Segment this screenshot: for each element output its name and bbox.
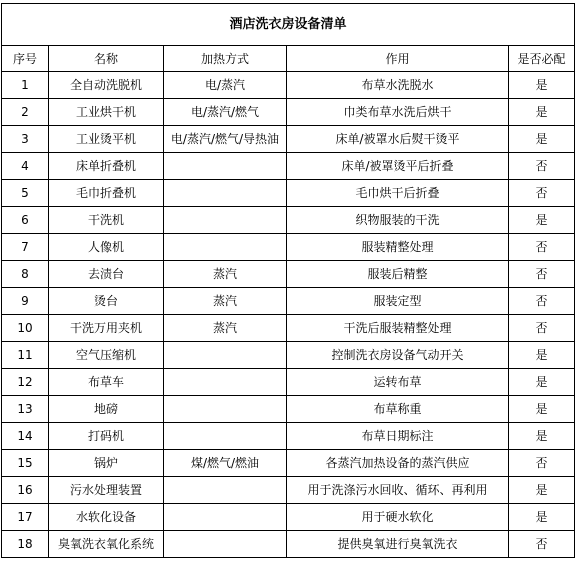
cell-required: 是: [509, 207, 575, 234]
table-row: [2, 126, 575, 153]
cell-no: 13: [2, 396, 49, 423]
cell-name: 地磅: [49, 396, 164, 423]
cell-no: 18: [2, 531, 49, 558]
cell-heating: 电/蒸汽/燃气: [164, 99, 287, 126]
cell-required: 是: [509, 99, 575, 126]
cell-purpose: 床单/被罩烫平后折叠: [287, 153, 509, 180]
header-heating: 加热方式: [164, 46, 287, 72]
table-row: [2, 423, 575, 450]
cell-name: 床单折叠机: [49, 153, 164, 180]
cell-name: 打码机: [49, 423, 164, 450]
cell-heating: [164, 396, 287, 423]
table-row: [2, 207, 575, 234]
table-row: [2, 342, 575, 369]
cell-required: 否: [509, 180, 575, 207]
cell-required: 是: [509, 477, 575, 504]
header-purpose: 作用: [287, 46, 509, 72]
cell-required: 是: [509, 126, 575, 153]
cell-required: 否: [509, 531, 575, 558]
cell-no: 17: [2, 504, 49, 531]
cell-name: 污水处理装置: [49, 477, 164, 504]
cell-heating: [164, 342, 287, 369]
cell-no: 5: [2, 180, 49, 207]
cell-heating: [164, 180, 287, 207]
cell-no: 9: [2, 288, 49, 315]
cell-purpose: 控制洗衣房设备气动开关: [287, 342, 509, 369]
header-name: 名称: [49, 46, 164, 72]
cell-purpose: 各蒸汽加热设备的蒸汽供应: [287, 450, 509, 477]
cell-required: 否: [509, 315, 575, 342]
cell-purpose: 干洗后服装精整处理: [287, 315, 509, 342]
cell-no: 8: [2, 261, 49, 288]
cell-required: 否: [509, 450, 575, 477]
cell-no: 2: [2, 99, 49, 126]
cell-required: 否: [509, 288, 575, 315]
cell-no: 16: [2, 477, 49, 504]
cell-no: 15: [2, 450, 49, 477]
cell-required: 是: [509, 504, 575, 531]
cell-name: 布草车: [49, 369, 164, 396]
table-row: [2, 180, 575, 207]
cell-name: 工业烫平机: [49, 126, 164, 153]
cell-purpose: 服装精整处理: [287, 234, 509, 261]
table-row: [2, 153, 575, 180]
table-row: [2, 261, 575, 288]
cell-required: 是: [509, 396, 575, 423]
cell-name: 人像机: [49, 234, 164, 261]
cell-purpose: 用于硬水软化: [287, 504, 509, 531]
table-row: [2, 396, 575, 423]
table-row: [2, 234, 575, 261]
cell-no: 7: [2, 234, 49, 261]
page-title: 酒店洗衣房设备清单: [2, 4, 575, 46]
cell-heating: [164, 423, 287, 450]
table-row: [2, 72, 575, 99]
cell-purpose: 布草日期标注: [287, 423, 509, 450]
cell-required: 否: [509, 261, 575, 288]
cell-name: 去渍台: [49, 261, 164, 288]
cell-name: 水软化设备: [49, 504, 164, 531]
cell-purpose: 布草水洗脱水: [287, 72, 509, 99]
header-no: 序号: [2, 46, 49, 72]
cell-heating: 蒸汽: [164, 315, 287, 342]
cell-heating: 蒸汽: [164, 288, 287, 315]
cell-heating: [164, 207, 287, 234]
header-row: [2, 46, 575, 72]
cell-name: 臭氧洗衣氧化系统: [49, 531, 164, 558]
cell-required: 是: [509, 342, 575, 369]
cell-required: 否: [509, 234, 575, 261]
cell-purpose: 布草称重: [287, 396, 509, 423]
cell-heating: 电/蒸汽: [164, 72, 287, 99]
cell-purpose: 织物服装的干洗: [287, 207, 509, 234]
equipment-table: [1, 3, 575, 558]
equipment-list-sheet: [1, 3, 574, 558]
equipment-table-body: [2, 4, 575, 558]
cell-purpose: 服装后精整: [287, 261, 509, 288]
cell-heating: [164, 369, 287, 396]
cell-no: 14: [2, 423, 49, 450]
cell-name: 烫台: [49, 288, 164, 315]
cell-purpose: 毛巾烘干后折叠: [287, 180, 509, 207]
cell-heating: [164, 504, 287, 531]
header-required: 是否必配: [509, 46, 575, 72]
cell-name: 干洗万用夹机: [49, 315, 164, 342]
cell-purpose: 提供臭氧进行臭氧洗衣: [287, 531, 509, 558]
cell-name: 空气压缩机: [49, 342, 164, 369]
table-row: [2, 369, 575, 396]
cell-no: 3: [2, 126, 49, 153]
cell-heating: [164, 477, 287, 504]
cell-name: 全自动洗脱机: [49, 72, 164, 99]
cell-heating: [164, 531, 287, 558]
cell-no: 1: [2, 72, 49, 99]
cell-no: 12: [2, 369, 49, 396]
table-row: [2, 531, 575, 558]
cell-name: 毛巾折叠机: [49, 180, 164, 207]
cell-no: 11: [2, 342, 49, 369]
cell-required: 是: [509, 423, 575, 450]
cell-purpose: 用于洗涤污水回收、循环、再利用: [287, 477, 509, 504]
table-row: [2, 99, 575, 126]
table-row: [2, 504, 575, 531]
title-row: [2, 4, 575, 46]
table-row: [2, 315, 575, 342]
cell-no: 4: [2, 153, 49, 180]
cell-heating: 电/蒸汽/燃气/导热油: [164, 126, 287, 153]
table-row: [2, 477, 575, 504]
cell-heating: [164, 234, 287, 261]
cell-purpose: 运转布草: [287, 369, 509, 396]
cell-required: 是: [509, 369, 575, 396]
cell-name: 锅炉: [49, 450, 164, 477]
cell-name: 工业烘干机: [49, 99, 164, 126]
cell-no: 10: [2, 315, 49, 342]
cell-heating: 蒸汽: [164, 261, 287, 288]
cell-heating: 煤/燃气/燃油: [164, 450, 287, 477]
cell-required: 是: [509, 72, 575, 99]
cell-required: 否: [509, 153, 575, 180]
cell-purpose: 巾类布草水洗后烘干: [287, 99, 509, 126]
cell-name: 干洗机: [49, 207, 164, 234]
cell-purpose: 床单/被罩水后熨干烫平: [287, 126, 509, 153]
table-row: [2, 450, 575, 477]
cell-purpose: 服装定型: [287, 288, 509, 315]
table-row: [2, 288, 575, 315]
cell-no: 6: [2, 207, 49, 234]
cell-heating: [164, 153, 287, 180]
